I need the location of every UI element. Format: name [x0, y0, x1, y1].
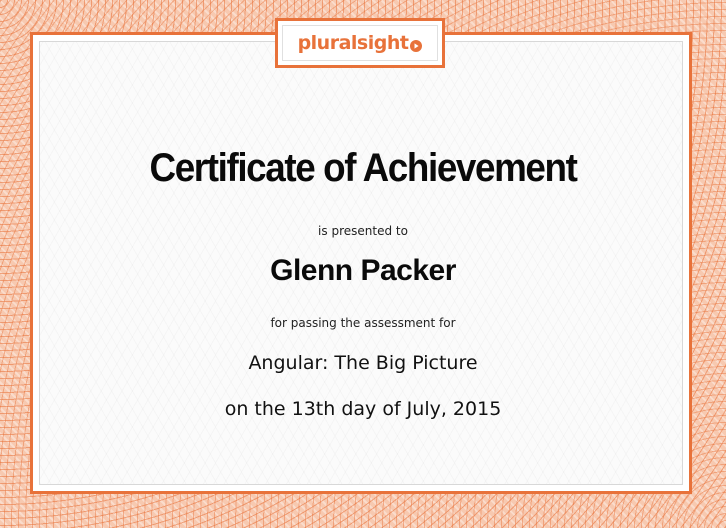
certificate-title: Certificate of Achievement	[149, 146, 577, 190]
passing-text: for passing the assessment for	[270, 316, 456, 330]
date-text: on the 13th day of July, 2015	[224, 398, 502, 420]
logo-text: pluralsight	[297, 32, 409, 54]
recipient-name: Glenn Packer	[270, 254, 456, 287]
course-name: Angular: The Big Picture	[248, 352, 478, 374]
presented-text: is presented to	[318, 224, 408, 238]
